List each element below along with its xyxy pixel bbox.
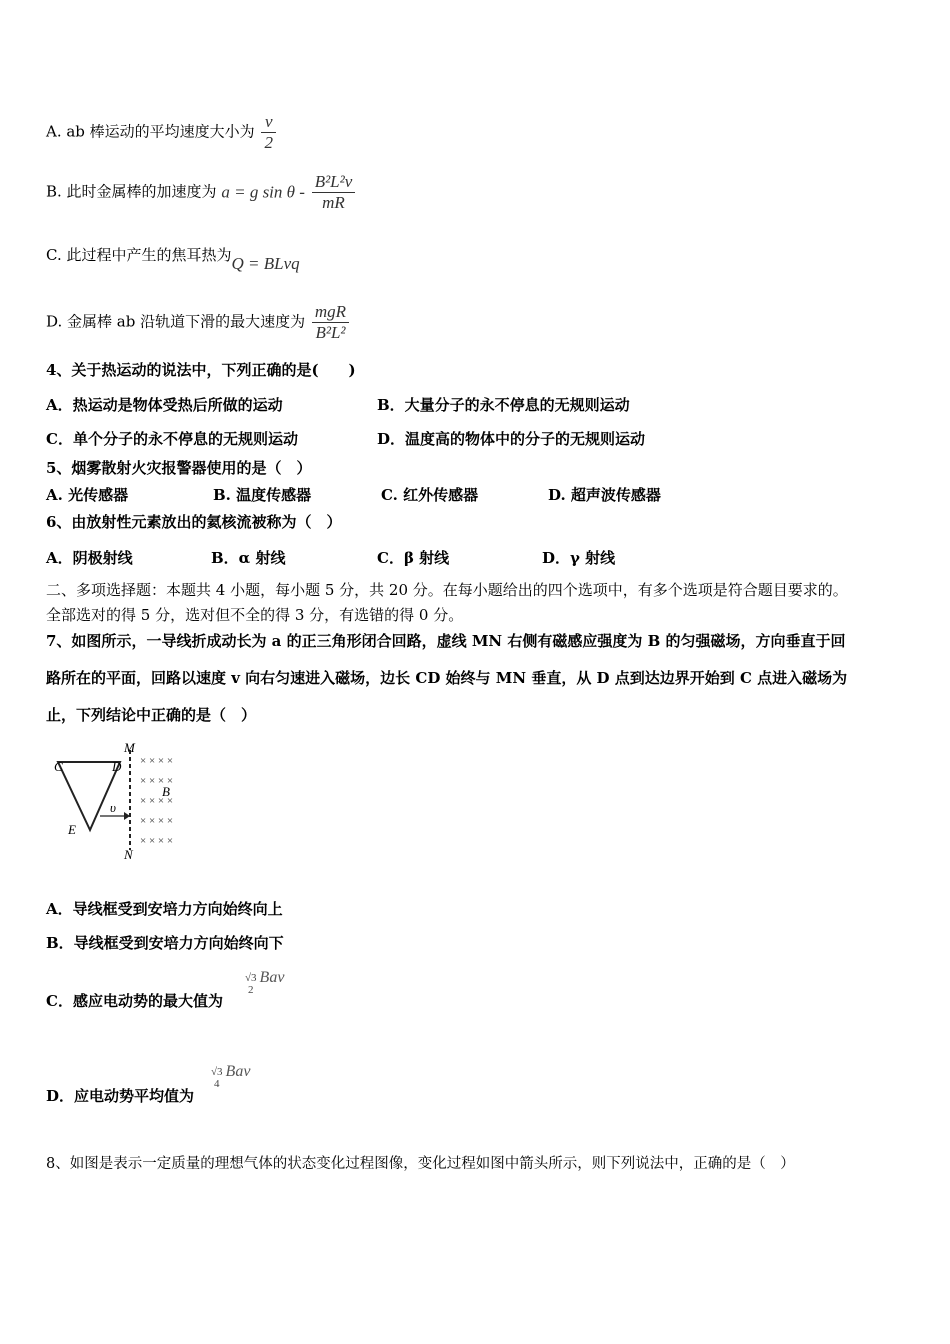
q4-option-d: D．温度高的物体中的分子的无规则运动 [377,430,646,448]
label-e: E [68,822,76,837]
q5-stem: 5、烟雾散射火灾报警器使用的是（ ） [46,459,312,477]
label-c: C [54,759,63,774]
q3-option-c-text: C. 此过程中产生的焦耳热为 [46,246,232,264]
q3-option-b [46,172,355,213]
label-m: M [124,740,135,755]
q3-option-b-text: B. 此时金属棒的加速度为 [46,182,217,201]
q7-stem-line3: 止，下列结论中正确的是（ ） [46,706,257,724]
svg-text:× × × ×: × × × × [140,815,174,827]
q4-option-c: C．单个分子的永不停息的无规则运动 [46,430,298,448]
q6-option-b: B．α 射线 [211,549,286,567]
q3-option-d [46,302,349,343]
q8-stem: 8、如图是表示一定质量的理想气体的状态变化过程图像，变化过程如图中箭头所示，则下列说法中，正确的是（ ） [46,1156,795,1172]
q5-option-c: C. 红外传感器 [381,486,479,504]
q4-stem: 4、关于热运动的说法中，下列正确的是( ) [46,361,356,379]
label-v: υ [110,800,116,815]
q7-option-d-formula: √3 4 Bav [211,1062,251,1090]
q3-option-d-fraction: $\frac{\text{mgR}}{\text{B²L²}}$ [312,302,349,343]
section2-line2: 全部选对的得 5 分，选对但不全的得 3 分，有选错的得 0 分。 [46,606,464,624]
field-crosses [140,755,173,847]
svg-text:× × × ×: × × × × [140,775,174,787]
q3-option-b-formula-pre: a = g sin θ - [221,182,305,202]
q7-figure [48,738,208,864]
q7-option-c [46,990,223,1011]
q7-stem-line2: 路所在的平面，回路以速度 v 向右匀速进入磁场，边长 CD 始终与 MN 垂直，从 D 点到达边界开始到 C 点进入磁场为 [46,669,848,687]
q3-option-b-fraction: $\frac{\text{B²L²v}}{mR}$ [312,172,356,213]
label-n: N [124,847,133,862]
q3-option-a-formula: $\frac{v}{2}$ [261,112,276,153]
q5-option-a: A. 光传感器 [46,486,129,504]
q3-option-c-formula: Q = BLvq [231,254,300,273]
q5-option-d: D. 超声波传感器 [548,486,661,504]
q6-option-d: D．γ 射线 [542,549,616,567]
q3-option-a [46,112,276,153]
q7-option-d-text: D．应电动势平均值为 [46,1087,195,1105]
q3-option-d-text: D. 金属棒 ab 沿轨道下滑的最大速度为 [46,312,306,331]
q3-option-c [46,245,300,273]
triangle-loop [58,762,120,830]
q5-option-b: B. 温度传感器 [213,486,312,504]
label-d: D [112,759,122,774]
q4-option-b: B．大量分子的永不停息的无规则运动 [377,396,630,414]
label-b: B [162,784,170,799]
q7-option-b: B．导线框受到安培力方向始终向下 [46,934,284,952]
q3-option-a-text: A. ab 棒运动的平均速度大小为 [46,122,255,141]
svg-text:× × × ×: × × × × [140,755,174,767]
q4-option-a: A．热运动是物体受热后所做的运动 [46,396,283,414]
q6-stem: 6、由放射性元素放出的氦核流被称为（ ） [46,513,342,531]
q7-option-c-formula: √3 2 Bav [245,968,285,996]
q6-option-c: C．β 射线 [377,549,450,567]
section2-line1: 二、多项选择题：本题共 4 小题，每小题 5 分，共 20 分。在每小题给出的四个选项中，有多个选项是符合题目要求的。 [46,581,848,599]
q7-option-d [46,1085,194,1106]
q7-option-c-text: C．感应电动势的最大值为 [46,992,223,1010]
q7-option-a: A．导线框受到安培力方向始终向上 [46,900,283,918]
svg-text:× × × ×: × × × × [140,835,174,847]
svg-text:× × × ×: × × × × [140,795,174,807]
q6-option-a: A．阴极射线 [46,549,133,567]
q7-stem-line1: 7、如图所示，一导线折成动长为 a 的正三角形闭合回路，虚线 MN 右侧有磁感应强度为 B 的匀强磁场，方向垂直于回 [46,632,846,650]
